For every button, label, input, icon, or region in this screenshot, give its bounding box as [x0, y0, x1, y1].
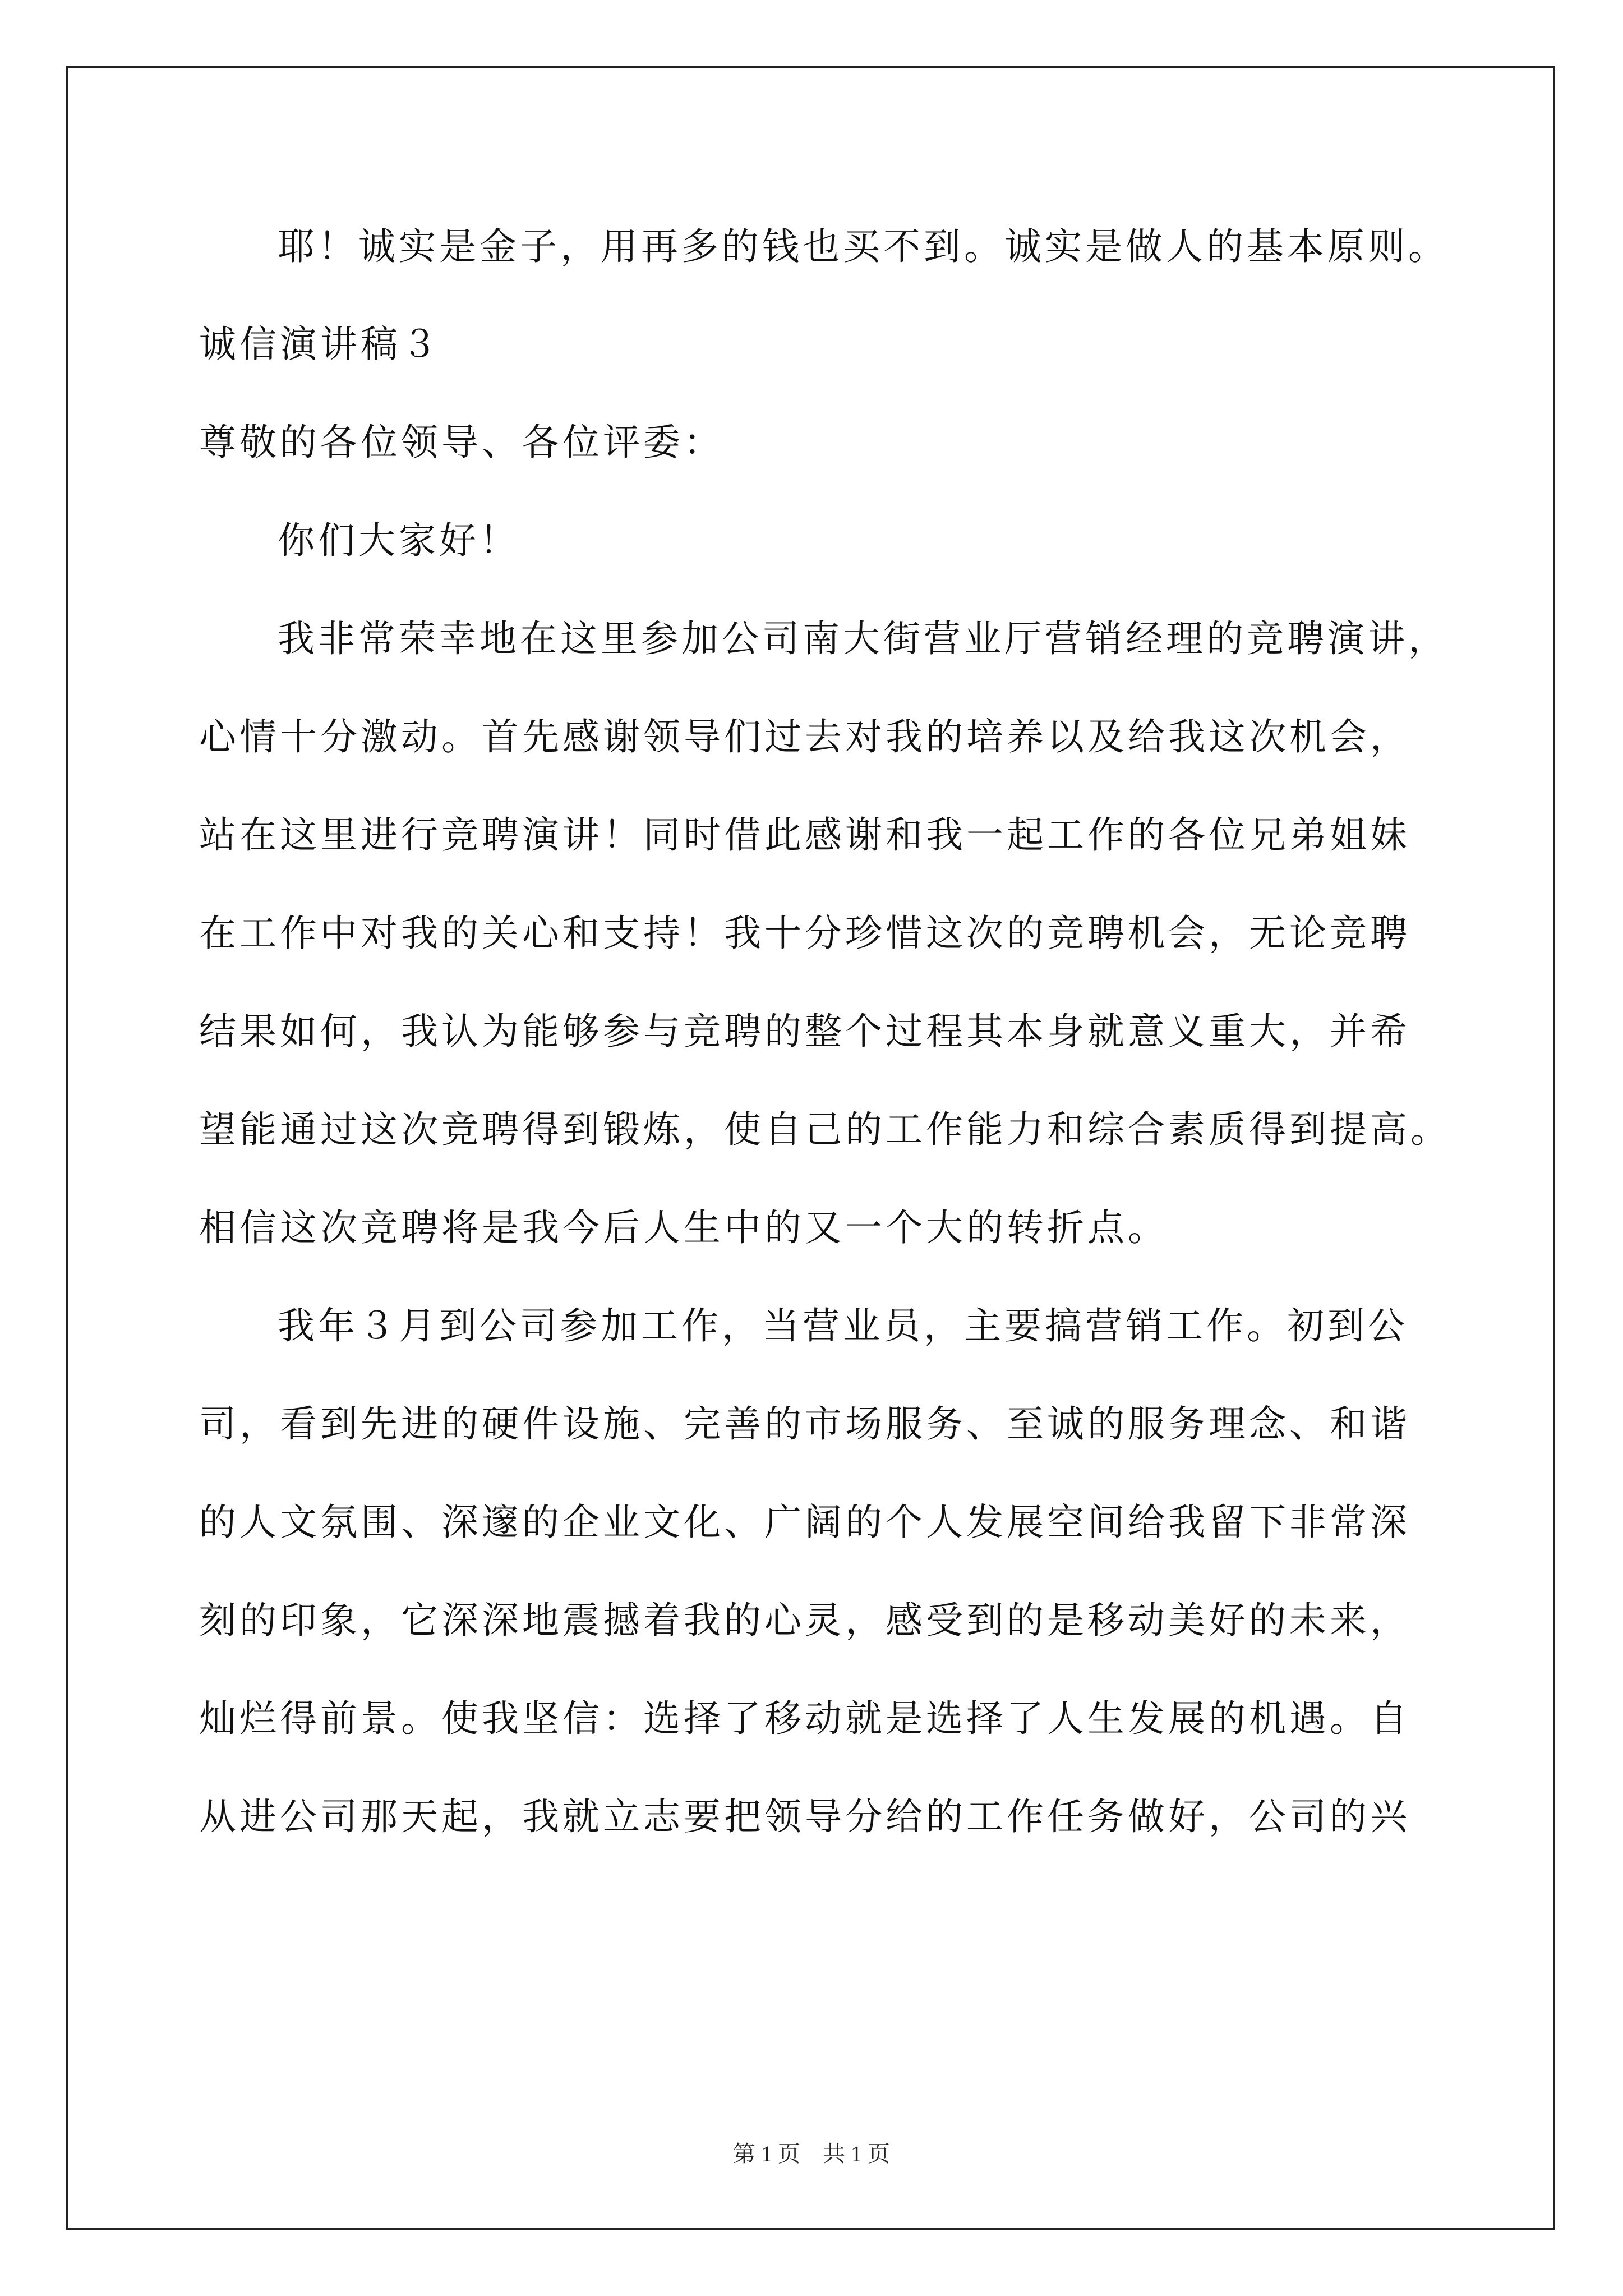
- section-heading: 诚信演讲稿３: [199, 323, 441, 366]
- text-line: 从进公司那天起，我就立志要把领导分给的工作任务做好，公司的兴: [199, 1795, 1410, 1838]
- text-line: 刻的印象，它深深地震撼着我的心灵，感受到的是移动美好的未来，: [199, 1599, 1410, 1642]
- text-line: 结果如何，我认为能够参与竞聘的整个过程其本身就意义重大，并希: [199, 1010, 1410, 1053]
- text-line: 心情十分激动。首先感谢领导们过去对我的培养以及给我这次机会，: [199, 715, 1410, 758]
- text-line: 站在这里进行竞聘演讲！同时借此感谢和我一起工作的各位兄弟姐妹: [199, 813, 1410, 857]
- text-line: 耶！诚实是金子，用再多的钱也买不到。诚实是做人的基本原则。: [278, 225, 1449, 268]
- text-line: 的人文氛围、深邃的企业文化、广阔的个人发展空间给我留下非常深: [199, 1501, 1410, 1544]
- text-line: 司，看到先进的硬件设施、完善的市场服务、至诚的服务理念、和谐: [199, 1402, 1410, 1446]
- text-line: 相信这次竞聘将是我今后人生中的又一个大的转折点。: [199, 1206, 1168, 1249]
- salutation: 尊敬的各位领导、各位评委：: [199, 421, 724, 464]
- text-line: 我年３月到公司参加工作，当营业员，主要搞营销工作。初到公: [278, 1304, 1408, 1347]
- text-line: 灿烂得前景。使我坚信：选择了移动就是选择了人生发展的机遇。自: [199, 1697, 1410, 1740]
- text-line: 望能通过这次竞聘得到锻炼，使自己的工作能力和综合素质得到提高。: [199, 1108, 1451, 1151]
- greeting: 你们大家好！: [278, 519, 520, 562]
- page-footer: 第 1 页 共 1 页: [733, 2141, 890, 2166]
- text-line: 我非常荣幸地在这里参加公司南大街营业厅营销经理的竞聘演讲，: [278, 617, 1449, 660]
- text-line: 在工作中对我的关心和支持！我十分珍惜这次的竞聘机会，无论竞聘: [199, 912, 1410, 955]
